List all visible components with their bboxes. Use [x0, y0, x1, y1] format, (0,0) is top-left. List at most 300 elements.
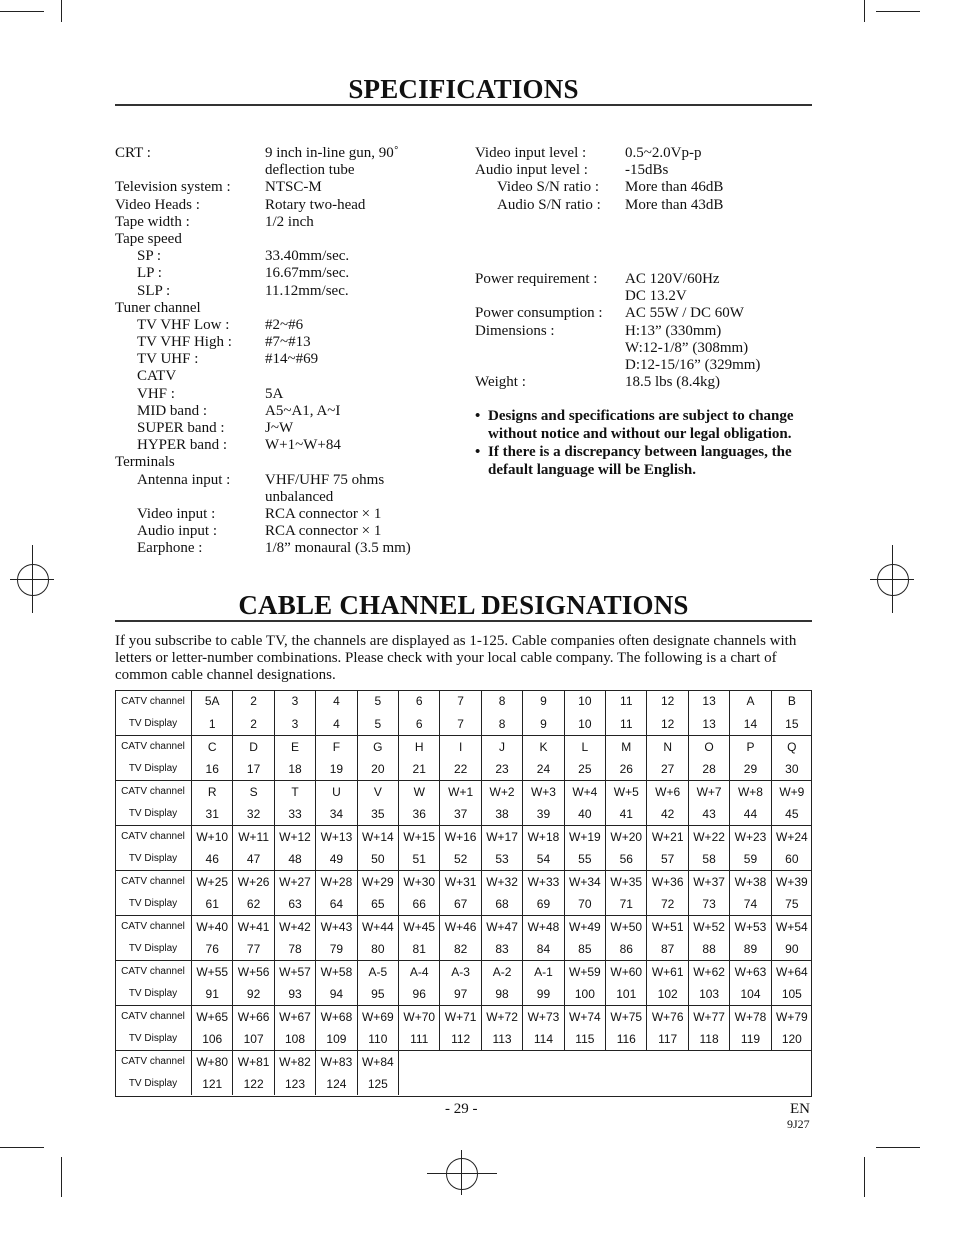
spec-value: 33.40mm/sec. [265, 248, 350, 265]
spec-value: RCA connector × 1 [265, 523, 382, 540]
tv-cell: 23 [481, 758, 522, 781]
empty-cell [647, 1050, 688, 1073]
catv-cell: W+35 [606, 870, 647, 893]
catv-cell: W+31 [440, 870, 481, 893]
spec-right-bottom [475, 271, 815, 391]
spec-value: J~W [265, 420, 294, 436]
tv-label: TV Display [115, 803, 192, 826]
spec-value: #7~#13 [265, 334, 311, 351]
catv-cell: W+62 [688, 960, 729, 983]
tv-cell: 94 [316, 983, 357, 1006]
spec-value: W:12-1/8” (308mm) [625, 339, 749, 356]
catv-cell: W+32 [481, 870, 522, 893]
tv-cell: 39 [523, 803, 564, 826]
catv-cell: W+48 [523, 915, 564, 938]
catv-cell: W+34 [564, 870, 605, 893]
tv-cell: 52 [440, 848, 481, 871]
spec-row [115, 334, 455, 351]
empty-cell [647, 1073, 688, 1096]
spec-label: TV VHF Low : [137, 316, 230, 333]
spec-notes [475, 408, 815, 480]
spec-value: RCA connector × 1 [265, 505, 382, 522]
spec-label: Tape speed [115, 230, 182, 247]
tv-cell: 97 [440, 983, 481, 1006]
catv-cell: C [192, 735, 233, 758]
spec-row [475, 271, 815, 288]
catv-cell: W+59 [564, 960, 605, 983]
catv-cell: W+75 [606, 1005, 647, 1028]
catv-label: CATV channel [115, 1005, 192, 1028]
tv-cell: 48 [274, 848, 315, 871]
catv-cell: 5 [357, 690, 398, 713]
tv-cell: 35 [357, 803, 398, 826]
catv-label: CATV channel [115, 780, 192, 803]
catv-cell: W+68 [316, 1005, 357, 1028]
catv-cell: A-2 [481, 960, 522, 983]
tv-cell: 120 [781, 1031, 802, 1046]
tv-cell: 91 [192, 983, 233, 1006]
tv-cell: 71 [606, 893, 647, 916]
catv-cell: W+61 [647, 960, 688, 983]
tv-cell: 77 [233, 938, 274, 961]
tv-cell: 105 [781, 986, 802, 1001]
spec-label: CATV [137, 368, 177, 385]
tv-display-row [115, 758, 812, 781]
spec-row [475, 340, 815, 357]
catv-cell: W+58 [316, 960, 357, 983]
catv-cell: W+10 [192, 825, 233, 848]
catv-cell: O [688, 735, 729, 758]
catv-cell: W+69 [357, 1005, 398, 1028]
spec-value: DC 13.2V [625, 288, 687, 305]
spec-row [115, 506, 455, 523]
catv-cell: W+43 [316, 915, 357, 938]
catv-cell: W+76 [647, 1005, 688, 1028]
cable-intro: If you subscribe to cable TV, the channels are displayed as 1-125. Cable companies often designate channels with letters or letter-number combinations. Please check with your local cable company. The following is a chart of common cable channel designations. [115, 633, 797, 684]
spec-row [115, 437, 455, 454]
tv-cell: 10 [564, 713, 605, 736]
tv-cell: 4 [316, 713, 357, 736]
spec-row [115, 403, 455, 420]
spec-label: SP : [137, 248, 162, 265]
tv-cell: 117 [647, 1028, 688, 1051]
title-rule [115, 104, 812, 106]
catv-cell: W+52 [688, 915, 729, 938]
spec-label: Dimensions : [475, 322, 555, 339]
crop-mark [864, 1157, 865, 1197]
spec-label: Video input : [137, 505, 216, 522]
empty-cell [399, 1050, 440, 1073]
catv-cell: W+71 [440, 1005, 481, 1028]
catv-row [115, 825, 812, 848]
tv-cell: 104 [730, 983, 771, 1006]
tv-cell: 85 [564, 938, 605, 961]
spec-row [475, 374, 815, 391]
catv-cell: W+70 [399, 1005, 440, 1028]
catv-cell: W+8 [730, 780, 771, 803]
tv-cell: 78 [274, 938, 315, 961]
tv-cell: 60 [785, 851, 799, 866]
tv-cell: 118 [688, 1028, 729, 1051]
catv-cell: R [192, 780, 233, 803]
spec-row [115, 214, 455, 231]
tv-cell: 84 [523, 938, 564, 961]
tv-cell: 43 [688, 803, 729, 826]
tv-cell: 113 [481, 1028, 522, 1051]
spec-label: HYPER band : [137, 437, 227, 454]
spec-row [115, 523, 455, 540]
tv-cell: 79 [316, 938, 357, 961]
tv-cell: 83 [481, 938, 522, 961]
tv-cell: 44 [730, 803, 771, 826]
empty-cell [440, 1050, 481, 1073]
tv-cell: 111 [399, 1028, 440, 1051]
tv-cell: 32 [233, 803, 274, 826]
catv-cell: A-1 [523, 960, 564, 983]
tv-cell: 21 [399, 758, 440, 781]
tv-cell: 9 [523, 713, 564, 736]
catv-cell: 11 [606, 690, 647, 713]
spec-label: Antenna input : [137, 471, 231, 488]
spec-row [115, 351, 455, 368]
spec-label: TV VHF High : [137, 334, 232, 351]
catv-label: CATV channel [115, 915, 192, 938]
tv-cell: 55 [564, 848, 605, 871]
spec-value: NTSC-M [265, 179, 322, 196]
tv-cell: 49 [316, 848, 357, 871]
catv-cell: A-4 [399, 960, 440, 983]
tv-cell: 86 [606, 938, 647, 961]
spec-label: SLP : [137, 282, 171, 299]
tv-cell: 109 [316, 1028, 357, 1051]
spec-row [115, 368, 455, 385]
tv-cell: 116 [606, 1028, 647, 1051]
tv-cell: 89 [730, 938, 771, 961]
catv-row [115, 870, 812, 893]
tv-cell: 106 [192, 1028, 233, 1051]
tv-cell: 121 [192, 1073, 233, 1096]
catv-cell: W+79 [771, 1005, 812, 1028]
page-number: - 29 - [445, 1101, 478, 1117]
catv-cell: W+6 [647, 780, 688, 803]
tv-cell: 30 [785, 761, 799, 776]
spec-value: 1/2 inch [265, 213, 314, 230]
spec-label: TV UHF : [137, 351, 199, 368]
spec-row [115, 540, 455, 557]
catv-row [115, 780, 812, 803]
tv-cell: 66 [399, 893, 440, 916]
tv-cell: 31 [192, 803, 233, 826]
spec-label: Power requirement : [475, 271, 598, 287]
empty-cell [481, 1050, 522, 1073]
tv-cell: 45 [785, 806, 799, 821]
tv-label: TV Display [115, 983, 192, 1006]
crop-mark [0, 1147, 44, 1148]
tv-cell: 65 [357, 893, 398, 916]
catv-cell: W+15 [399, 825, 440, 848]
catv-cell: W+84 [357, 1050, 398, 1073]
tv-cell: 112 [440, 1028, 481, 1051]
catv-cell: W+5 [606, 780, 647, 803]
tv-display-row [115, 713, 812, 736]
tv-cell: 17 [233, 758, 274, 781]
tv-cell: 24 [523, 758, 564, 781]
spec-label: Audio input : [137, 523, 218, 540]
catv-cell: W+28 [316, 870, 357, 893]
empty-cell [730, 1073, 771, 1096]
tv-label: TV Display [115, 758, 192, 781]
tv-cell: 41 [606, 803, 647, 826]
catv-cell: W+67 [274, 1005, 315, 1028]
tv-cell: 69 [523, 893, 564, 916]
catv-cell: W+30 [399, 870, 440, 893]
catv-cell: W+17 [481, 825, 522, 848]
spec-value: #2~#6 [265, 316, 304, 333]
catv-cell: W+9 [771, 780, 812, 803]
tv-cell: 6 [399, 713, 440, 736]
catv-cell: T [274, 780, 315, 803]
cable-title: CABLE CHANNEL DESIGNATIONS [238, 590, 689, 620]
empty-cell [564, 1050, 605, 1073]
catv-label: CATV channel [115, 1050, 192, 1073]
tv-label: TV Display [115, 1073, 192, 1096]
tv-cell: 87 [647, 938, 688, 961]
channel-table [115, 690, 812, 1095]
catv-cell: W+72 [481, 1005, 522, 1028]
tv-cell: 19 [316, 758, 357, 781]
catv-cell: E [274, 735, 315, 758]
catv-label: CATV channel [115, 735, 192, 758]
tv-cell: 98 [481, 983, 522, 1006]
tv-cell: 18 [274, 758, 315, 781]
catv-cell: W+57 [274, 960, 315, 983]
catv-cell: Q [771, 735, 812, 758]
spec-row [115, 231, 455, 248]
catv-cell: 7 [440, 690, 481, 713]
model-code: 9J27 [787, 1117, 810, 1131]
tv-cell: 13 [688, 713, 729, 736]
catv-cell: W+63 [730, 960, 771, 983]
spec-value: More than 43dB [625, 196, 724, 213]
tv-display-row [115, 983, 812, 1006]
catv-row [115, 915, 812, 938]
catv-cell: W+22 [688, 825, 729, 848]
catv-row [115, 690, 812, 713]
tv-cell: 20 [357, 758, 398, 781]
empty-cell [771, 1073, 812, 1096]
spec-row [115, 145, 455, 162]
tv-display-row [115, 803, 812, 826]
tv-cell: 92 [233, 983, 274, 1006]
catv-row [115, 735, 812, 758]
catv-cell: I [440, 735, 481, 758]
catv-cell: W+37 [688, 870, 729, 893]
tv-cell: 1 [192, 713, 233, 736]
spec-row [115, 420, 455, 437]
tv-cell: 122 [233, 1073, 274, 1096]
tv-cell: 63 [274, 893, 315, 916]
spec-row [115, 265, 455, 282]
spec-value: 11.12mm/sec. [265, 282, 349, 299]
spec-value: D:12-15/16” (329mm) [625, 356, 761, 373]
tv-cell: 108 [274, 1028, 315, 1051]
spec-label: SUPER band : [137, 420, 225, 436]
spec-right-top [475, 145, 815, 214]
catv-cell: W+74 [564, 1005, 605, 1028]
catv-cell: V [357, 780, 398, 803]
spec-row [475, 305, 815, 322]
tv-cell: 75 [785, 896, 799, 911]
tv-cell: 125 [357, 1073, 398, 1096]
tv-cell: 72 [647, 893, 688, 916]
empty-cell [440, 1073, 481, 1096]
spec-value: 18.5 lbs (8.4kg) [625, 374, 720, 391]
catv-cell: 2 [233, 690, 274, 713]
tv-cell: 90 [785, 941, 799, 956]
catv-cell: W+38 [730, 870, 771, 893]
tv-cell: 115 [564, 1028, 605, 1051]
spec-value: More than 46dB [625, 179, 724, 196]
tv-display-row [115, 938, 812, 961]
tv-cell: 46 [192, 848, 233, 871]
tv-cell: 42 [647, 803, 688, 826]
empty-cell [564, 1073, 605, 1096]
spec-value: H:13” (330mm) [625, 322, 722, 339]
spec-value: 16.67mm/sec. [265, 265, 350, 282]
spec-value: Rotary two-head [265, 196, 366, 213]
tv-cell: 14 [730, 713, 771, 736]
catv-cell: W+82 [274, 1050, 315, 1073]
catv-cell: W+40 [192, 915, 233, 938]
catv-cell: 5A [192, 690, 233, 713]
catv-cell: A-5 [357, 960, 398, 983]
tv-cell: 68 [481, 893, 522, 916]
spec-label: Video S/N ratio : [497, 179, 600, 196]
catv-cell: W+21 [647, 825, 688, 848]
spec-value: 0.5~2.0Vp-p [625, 145, 702, 161]
catv-cell: W+77 [688, 1005, 729, 1028]
tv-cell: 96 [399, 983, 440, 1006]
catv-cell: F [316, 735, 357, 758]
tv-cell: 11 [606, 713, 647, 736]
tv-cell: 67 [440, 893, 481, 916]
spec-label: VHF : [137, 385, 175, 402]
catv-cell: W+60 [606, 960, 647, 983]
tv-cell: 76 [192, 938, 233, 961]
catv-label: CATV channel [115, 825, 192, 848]
spec-value: VHF/UHF 75 ohms [265, 471, 385, 488]
tv-label: TV Display [115, 893, 192, 916]
catv-cell: W+54 [771, 915, 812, 938]
tv-display-row [115, 848, 812, 871]
spec-row [475, 357, 815, 374]
spec-row [475, 162, 815, 179]
crop-mark [0, 11, 44, 12]
tv-cell: 27 [647, 758, 688, 781]
tv-cell: 36 [399, 803, 440, 826]
tv-cell: 114 [523, 1028, 564, 1051]
tv-cell: 56 [606, 848, 647, 871]
spec-label: Weight : [475, 374, 526, 391]
catv-cell: W+81 [233, 1050, 274, 1073]
tv-label: TV Display [115, 938, 192, 961]
spec-label: Video Heads : [115, 196, 200, 213]
spec-value: -15dBs [625, 162, 669, 179]
catv-cell: B [787, 694, 796, 709]
tv-cell: 80 [357, 938, 398, 961]
catv-cell: 10 [564, 690, 605, 713]
tv-cell: 81 [399, 938, 440, 961]
empty-cell [481, 1073, 522, 1096]
tv-display-row [115, 893, 812, 916]
spec-value: unbalanced [265, 488, 334, 505]
tv-cell: 40 [564, 803, 605, 826]
tv-cell: 12 [647, 713, 688, 736]
empty-cell [688, 1073, 729, 1096]
catv-cell: W+49 [564, 915, 605, 938]
catv-cell: W+16 [440, 825, 481, 848]
catv-cell: W+3 [523, 780, 564, 803]
catv-cell: 13 [688, 690, 729, 713]
catv-cell: W+45 [399, 915, 440, 938]
spec-value: 5A [265, 385, 284, 402]
tv-cell: 15 [785, 716, 799, 731]
catv-cell: L [564, 735, 605, 758]
catv-cell: M [606, 735, 647, 758]
catv-cell: W+73 [523, 1005, 564, 1028]
tv-cell: 51 [399, 848, 440, 871]
spec-row [115, 472, 455, 489]
empty-cell [606, 1050, 647, 1073]
tv-display-row [115, 1028, 812, 1051]
tv-cell: 59 [730, 848, 771, 871]
tv-cell: 33 [274, 803, 315, 826]
tv-cell: 22 [440, 758, 481, 781]
tv-cell: 123 [274, 1073, 315, 1096]
tv-cell: 25 [564, 758, 605, 781]
catv-cell: W+55 [192, 960, 233, 983]
spec-row [475, 323, 815, 340]
tv-cell: 2 [233, 713, 274, 736]
spec-row [115, 317, 455, 334]
catv-cell: W+39 [771, 870, 812, 893]
note-item: • If there is a discrepancy between languages, the default language will be English. [475, 444, 815, 479]
spec-row [115, 197, 455, 214]
spec-value: 1/8” monaural (3.5 mm) [265, 540, 411, 557]
spec-label: Television system : [115, 179, 231, 196]
tv-cell: 64 [316, 893, 357, 916]
catv-cell: A [730, 690, 771, 713]
crop-mark [61, 0, 62, 22]
tv-display-row [115, 1073, 812, 1096]
catv-cell: W+12 [274, 825, 315, 848]
catv-cell: W+25 [192, 870, 233, 893]
title-rule [115, 620, 812, 622]
tv-cell: 58 [688, 848, 729, 871]
tv-cell: 99 [523, 983, 564, 1006]
spec-label: LP : [137, 265, 162, 282]
tv-cell: 124 [316, 1073, 357, 1096]
catv-cell: W+46 [440, 915, 481, 938]
catv-label: CATV channel [115, 960, 192, 983]
spec-label: Tuner channel [115, 299, 201, 316]
tv-cell: 93 [274, 983, 315, 1006]
tv-cell: 107 [233, 1028, 274, 1051]
spec-value: 9 inch in-line gun, 90˚ [265, 145, 399, 161]
tv-cell: 3 [274, 713, 315, 736]
tv-cell: 26 [606, 758, 647, 781]
tv-cell: 70 [564, 893, 605, 916]
